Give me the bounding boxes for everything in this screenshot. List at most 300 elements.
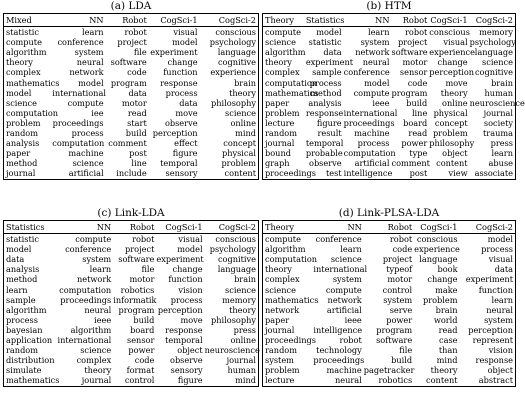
table-row xyxy=(4,168,258,178)
topic-word: journal xyxy=(226,355,256,366)
topic-word: online xyxy=(442,97,468,108)
table-row xyxy=(263,335,515,345)
topic-word: journal xyxy=(81,375,112,386)
topic-word: network xyxy=(355,47,390,58)
topic-word: figure xyxy=(172,148,198,159)
topic-word: visual xyxy=(488,254,513,265)
table-row xyxy=(4,67,258,77)
column-header: NN xyxy=(313,221,363,234)
topic-word: change xyxy=(437,57,468,68)
column-header: Theory xyxy=(263,14,306,27)
topic-word: ieee xyxy=(372,97,390,108)
topic-word: control xyxy=(124,375,155,386)
topic-word: neuroscience xyxy=(469,97,525,108)
table-row xyxy=(263,375,515,385)
table-row xyxy=(263,118,515,128)
topic-word: process xyxy=(165,87,198,98)
topic-word: learn xyxy=(491,148,513,159)
topic-word: brain xyxy=(491,77,513,88)
topic-word: conference xyxy=(343,67,390,78)
topic-word: cognitive xyxy=(217,254,256,265)
column-header: Statistics xyxy=(4,221,57,234)
topic-word: analysis xyxy=(308,97,342,108)
topic-word: move xyxy=(175,107,198,118)
topic-word: statistic xyxy=(308,37,342,48)
topic-word: observe xyxy=(309,158,342,169)
topic-word: journal xyxy=(6,168,36,179)
topic-word: code xyxy=(134,355,155,366)
topic-word: conference xyxy=(65,244,112,255)
topic-word: post xyxy=(129,148,147,159)
topic-word: model xyxy=(78,77,104,88)
topic-word: complex xyxy=(6,67,41,78)
topic-word: associate xyxy=(474,168,513,179)
topic-word: process xyxy=(6,314,38,325)
topic-word: sensor xyxy=(399,67,428,78)
topic-word: sensory xyxy=(165,168,198,179)
topic-word: computation xyxy=(265,254,318,265)
table-row xyxy=(4,315,258,325)
topic-word: international xyxy=(52,87,106,98)
topic-word: science xyxy=(80,345,112,356)
table-row xyxy=(263,274,515,284)
topic-word: philosophy xyxy=(429,138,475,149)
topic-word: abstract xyxy=(478,375,513,386)
topic-word: model xyxy=(316,27,342,38)
topic-word: code xyxy=(407,77,428,88)
topic-word: online xyxy=(230,117,256,128)
topic-word: figure xyxy=(177,375,203,386)
topic-word: experiment xyxy=(305,57,354,68)
panel-caption: (d) Link-PLSA-LDA xyxy=(338,207,440,219)
table-row xyxy=(4,88,258,98)
table-row xyxy=(4,37,258,47)
topic-word: data xyxy=(323,47,342,58)
topic-word: object xyxy=(487,365,513,376)
topic-word: lecture xyxy=(265,375,295,386)
topic-word: serve xyxy=(389,304,413,315)
topic-word: problem xyxy=(265,365,300,376)
topic-word: system xyxy=(265,355,294,366)
topic-word: mind xyxy=(235,375,256,386)
topic-word: science xyxy=(225,107,256,118)
topic-word: bound xyxy=(265,148,291,159)
topic-word: model xyxy=(172,37,198,48)
topic-word: journal xyxy=(265,138,295,149)
topic-word: build xyxy=(133,314,155,325)
column-header: Robot xyxy=(106,14,149,27)
topic-word: random xyxy=(265,128,298,139)
topic-word: motor xyxy=(121,97,147,108)
table-row xyxy=(263,285,515,295)
panel-link-lda xyxy=(3,207,259,387)
topic-word: journal xyxy=(483,107,513,118)
topic-word: brain xyxy=(435,304,458,315)
topic-word: project xyxy=(382,254,413,265)
column-header: Mixed xyxy=(4,14,52,27)
topic-word: file xyxy=(399,345,413,356)
table-row xyxy=(4,27,258,38)
topic-word: international xyxy=(313,264,368,275)
topic-word: language xyxy=(474,47,513,58)
topic-word: build xyxy=(406,97,428,108)
topic-word: intelligence xyxy=(313,324,363,335)
topic-word: software xyxy=(391,47,428,58)
topic-table-box xyxy=(262,13,525,180)
header-row xyxy=(4,14,258,27)
topic-word: experiment xyxy=(465,274,513,285)
topic-word: algorithm xyxy=(6,47,47,58)
column-header: Robot xyxy=(392,14,430,27)
topic-word: experience xyxy=(414,244,460,255)
header-row xyxy=(263,14,515,27)
topic-word: line xyxy=(131,158,147,169)
topic-word: mind xyxy=(235,128,256,139)
topic-word: science xyxy=(6,97,37,108)
topic-word: human xyxy=(484,87,513,98)
panel-caption: (c) Link-LDA xyxy=(97,207,165,219)
topic-word: complex xyxy=(76,355,112,366)
topic-word: motor xyxy=(387,274,413,285)
topic-word: conscious xyxy=(215,27,256,38)
topic-word: proceedings xyxy=(60,294,112,305)
topic-word: problem xyxy=(265,107,300,118)
topic-word: data xyxy=(6,254,25,265)
table-row xyxy=(263,315,515,325)
topic-word: artificial xyxy=(354,158,390,169)
topic-word: neural xyxy=(84,304,112,315)
topic-word: perception xyxy=(429,67,475,78)
topic-word: format xyxy=(126,365,155,376)
topic-word: compute xyxy=(353,87,390,98)
topic-word: move xyxy=(445,77,468,88)
topic-word: response xyxy=(305,107,344,118)
table-row xyxy=(263,27,515,38)
topic-word: proceedings xyxy=(52,117,104,128)
table-row xyxy=(263,305,515,315)
topic-word: journal xyxy=(265,324,295,335)
table-row xyxy=(263,244,515,254)
topic-word: distribution xyxy=(6,355,55,366)
topic-word: system xyxy=(332,274,362,285)
topic-word: experiment xyxy=(150,47,198,58)
column-header: CogSci-2 xyxy=(205,221,258,234)
topic-word: board xyxy=(130,324,155,335)
table-row xyxy=(263,128,515,138)
topic-word: concept xyxy=(434,117,468,128)
topic-word: make xyxy=(435,284,458,295)
topic-table-box xyxy=(262,220,516,387)
column-header: NN xyxy=(57,221,113,234)
topic-word: mind xyxy=(436,355,458,366)
topic-word: system xyxy=(82,254,112,265)
topic-word: object xyxy=(442,148,468,159)
topic-word: response xyxy=(160,77,198,88)
topic-word: neural xyxy=(334,375,362,386)
table-row xyxy=(263,355,515,365)
topic-word: mathematics xyxy=(265,87,319,98)
topic-word: artificial xyxy=(326,304,362,315)
topic-word: model xyxy=(6,244,32,255)
topic-word: include xyxy=(116,168,147,179)
column-header: CogSci-1 xyxy=(149,14,200,27)
column-header: CogSci-1 xyxy=(414,221,459,234)
topic-word: change xyxy=(167,57,198,68)
topic-word: concept xyxy=(223,138,256,149)
table-row xyxy=(263,158,515,168)
topic-word: program xyxy=(118,304,155,315)
topic-word: science xyxy=(72,158,104,169)
table-row xyxy=(263,264,515,274)
topic-word: language xyxy=(419,254,458,265)
topic-word: statistic xyxy=(6,27,39,38)
table-row xyxy=(4,78,258,88)
topic-word: science xyxy=(265,284,296,295)
topic-word: process xyxy=(71,128,104,139)
topic-word: press xyxy=(233,324,256,335)
topic-word: ieee xyxy=(94,314,112,325)
table-row xyxy=(263,148,515,158)
topic-word: project xyxy=(397,37,428,48)
topic-word: motor xyxy=(402,57,428,68)
table-row xyxy=(4,295,258,305)
table-row xyxy=(4,57,258,67)
table-row xyxy=(4,138,258,148)
topic-word: computation xyxy=(265,77,318,88)
topic-word: problem xyxy=(6,117,41,128)
topic-word: theory xyxy=(84,365,112,376)
topic-word: temporal xyxy=(160,158,198,169)
topic-word: mathematics xyxy=(265,294,319,305)
topic-word: function xyxy=(163,67,198,78)
topic-word: figure xyxy=(316,117,342,128)
topic-word: brain xyxy=(234,274,256,285)
topic-word: power xyxy=(401,138,428,149)
table-row xyxy=(263,138,515,148)
topic-word: read xyxy=(408,128,428,139)
column-header: Robot xyxy=(113,221,156,234)
topic-word: code xyxy=(392,244,413,255)
table-row xyxy=(4,305,258,315)
topic-word: society xyxy=(483,117,513,128)
topic-word: compute xyxy=(265,27,301,38)
column-header: CogSci-2 xyxy=(200,14,258,27)
topic-word: temporal xyxy=(165,335,203,346)
topic-word: visual xyxy=(178,234,203,245)
topic-word: process xyxy=(481,244,513,255)
topic-word: robotics xyxy=(120,284,155,295)
topic-word: motor xyxy=(129,274,155,285)
topic-word: visual xyxy=(173,27,198,38)
topic-word: post xyxy=(409,168,428,179)
topic-word: network xyxy=(69,67,104,78)
topic-word: project xyxy=(125,244,155,255)
topic-word: function xyxy=(478,284,513,295)
topic-word: probable xyxy=(305,148,343,159)
topic-word: analysis xyxy=(6,138,40,149)
topic-word: press xyxy=(490,138,513,149)
column-header: Robot xyxy=(364,221,414,234)
topic-word: conference xyxy=(57,37,104,48)
topic-word: physical xyxy=(221,148,256,159)
table-row xyxy=(4,108,258,118)
topic-word: type xyxy=(409,148,428,159)
topic-word: system xyxy=(360,37,390,48)
topic-word: than xyxy=(438,345,458,356)
topic-word: compute xyxy=(325,284,362,295)
topic-word: neuroscience xyxy=(204,345,260,356)
topic-word: machine xyxy=(354,128,390,139)
topic-word: machine xyxy=(326,365,362,376)
topic-word: data xyxy=(494,264,513,275)
table-row xyxy=(4,118,258,128)
topic-table xyxy=(4,221,258,386)
topic-word: learn xyxy=(89,264,112,275)
topic-word: file xyxy=(133,47,147,58)
topic-word: build xyxy=(391,355,413,366)
table-row xyxy=(4,244,258,254)
table-row xyxy=(4,47,258,57)
topic-word: robotics xyxy=(378,375,413,386)
topic-word: network xyxy=(327,294,362,305)
topic-word: learn xyxy=(6,284,28,295)
topic-word: sensor xyxy=(127,335,155,346)
topic-word: file xyxy=(141,264,155,275)
topic-word: language xyxy=(217,47,256,58)
topic-word: model xyxy=(6,87,32,98)
topic-word: algorithm xyxy=(70,324,112,335)
topic-word: random xyxy=(6,345,39,356)
topic-word: artificial xyxy=(68,168,104,179)
topic-word: complex xyxy=(265,274,300,285)
topic-word: change xyxy=(172,264,203,275)
column-header: CogSci-1 xyxy=(430,15,468,25)
topic-word: response xyxy=(165,324,203,335)
topic-word: effect xyxy=(174,138,198,149)
panel-htm xyxy=(262,0,525,180)
column-header: NN xyxy=(52,14,105,27)
topic-word: paper xyxy=(265,314,290,325)
topic-word: complex xyxy=(265,67,300,78)
topic-word: conference xyxy=(315,234,362,245)
table-row xyxy=(263,88,515,98)
topic-word: experience xyxy=(429,47,475,58)
table-row xyxy=(4,158,258,168)
table-row xyxy=(263,295,515,305)
topic-word: learn xyxy=(340,244,362,255)
table-row xyxy=(4,148,258,158)
topic-word: bayesian xyxy=(6,324,43,335)
topic-word: software xyxy=(118,254,155,265)
topic-word: memory xyxy=(222,294,256,305)
topic-word: software xyxy=(110,57,147,68)
topic-word: view xyxy=(448,168,468,179)
topic-word: problem xyxy=(422,294,458,305)
topic-word: psychology xyxy=(209,37,256,48)
table-row xyxy=(263,108,515,118)
topic-word: abuse xyxy=(488,158,513,169)
topic-word: proceedings xyxy=(343,117,395,128)
topic-word: temporal xyxy=(305,138,344,149)
table-row xyxy=(4,285,258,295)
topic-word: vision xyxy=(178,284,203,295)
topic-word: theory xyxy=(440,87,468,98)
table-row xyxy=(263,47,515,57)
table-row xyxy=(4,98,258,108)
topic-word: philosophy xyxy=(211,97,256,108)
topic-word: move xyxy=(180,314,203,325)
table-row xyxy=(263,57,515,67)
topic-word: board xyxy=(403,117,428,128)
topic-word: method xyxy=(6,274,38,285)
panel-caption: (a) LDA xyxy=(110,0,152,12)
table-row xyxy=(263,365,515,375)
topic-word: program xyxy=(376,324,413,335)
table-row xyxy=(4,355,258,365)
topic-word: observe xyxy=(164,117,198,128)
table-row xyxy=(263,234,515,245)
topic-word: mathematics xyxy=(6,77,60,88)
topic-word: theory xyxy=(229,304,256,315)
table-row xyxy=(263,78,515,88)
topic-word: compute xyxy=(265,234,301,245)
topic-word: model xyxy=(364,77,390,88)
topic-word: read xyxy=(127,107,147,118)
panel-lda xyxy=(3,0,259,180)
topic-word: theory xyxy=(265,264,292,275)
topic-word: observe xyxy=(170,355,203,366)
table-row xyxy=(263,345,515,355)
topic-word: memory xyxy=(479,27,513,38)
topic-word: process xyxy=(309,77,342,88)
topic-word: cognitive xyxy=(217,57,256,68)
topic-word: physical xyxy=(433,107,468,118)
topic-word: project xyxy=(117,37,147,48)
topic-word: read xyxy=(438,324,458,335)
table-row xyxy=(263,37,515,47)
topic-word: book xyxy=(437,264,458,275)
table-row xyxy=(263,254,515,264)
topic-word: process xyxy=(357,138,390,149)
topic-word: psychology xyxy=(209,244,256,255)
topic-word: response xyxy=(475,355,513,366)
topic-word: iee xyxy=(91,107,104,118)
topic-word: typeof xyxy=(386,264,413,275)
panel-caption: (b) HTM xyxy=(366,0,412,12)
topic-word: proceedings xyxy=(265,335,316,346)
topic-word: neural xyxy=(486,304,513,315)
topic-word: perception xyxy=(152,128,198,139)
topic-word: algorithm xyxy=(265,244,306,255)
topic-word: pagetracker xyxy=(363,365,415,376)
topic-word: computation xyxy=(6,107,59,118)
topic-word: data xyxy=(128,87,147,98)
topic-word: brain xyxy=(234,77,256,88)
table-row xyxy=(4,264,258,274)
topic-word: software xyxy=(376,335,413,346)
topic-word: comment xyxy=(391,158,430,169)
topic-word: program xyxy=(110,77,147,88)
topic-word: vision xyxy=(488,345,513,356)
topic-word: graph xyxy=(265,158,290,169)
topic-word: learn xyxy=(491,294,513,305)
topic-word: content xyxy=(224,168,256,179)
table-row xyxy=(4,128,258,138)
topic-word: random xyxy=(6,128,39,139)
topic-word: computation xyxy=(52,138,105,149)
topic-word: object xyxy=(177,345,203,356)
topic-word: human xyxy=(227,365,256,376)
